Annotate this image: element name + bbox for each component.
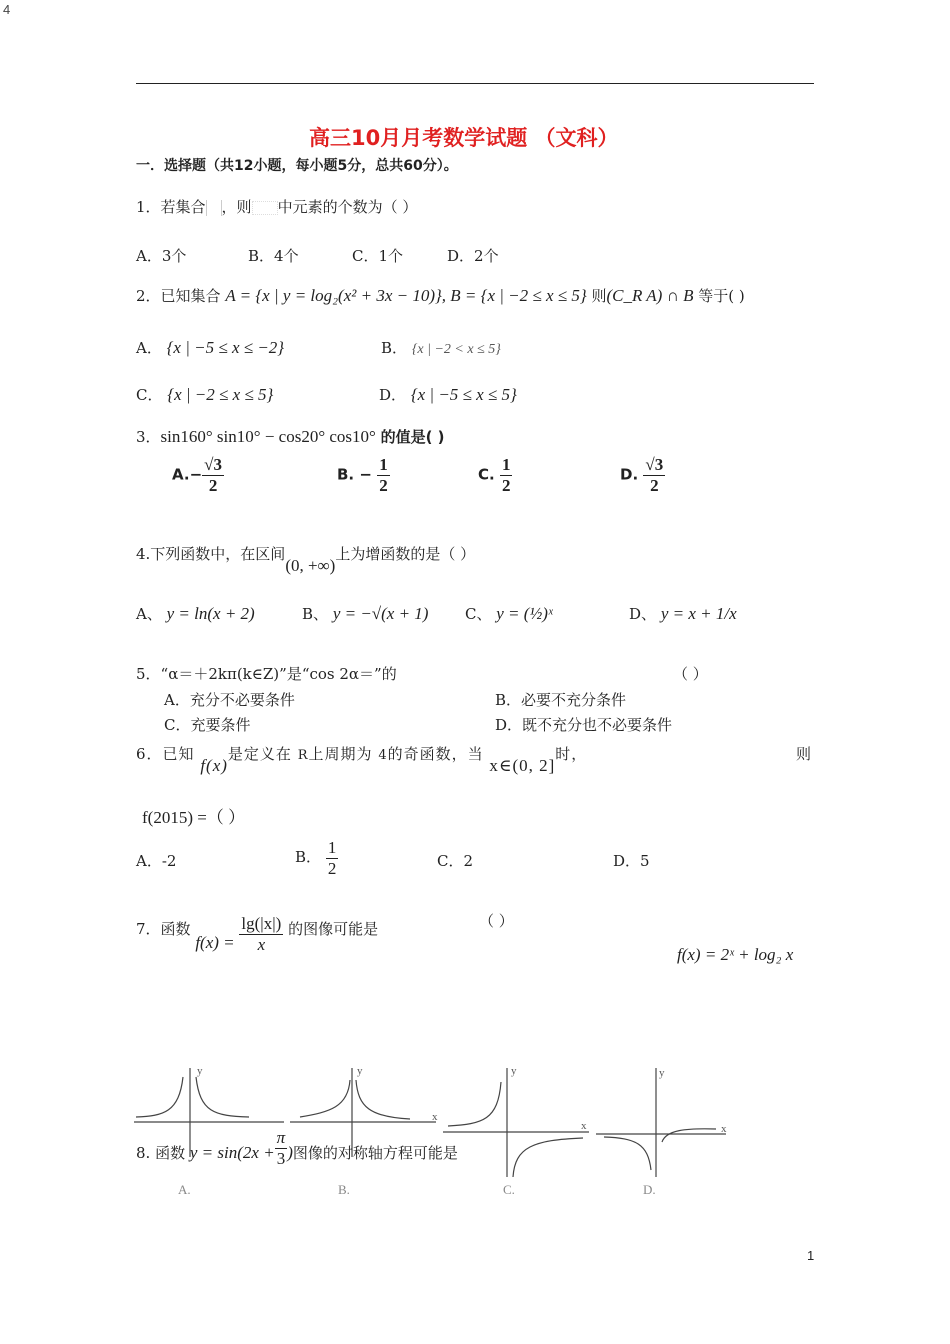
section-heading: 一．选择题（共12小题，每小题5分，总共60分）。	[136, 158, 458, 174]
q3-option-a-label: A.	[172, 465, 190, 484]
q2-option-d-label: D．	[379, 386, 407, 404]
q7-numerator: lg(|x|)	[241, 914, 282, 933]
question-7	[136, 910, 379, 954]
q1-text-a: 1．若集合	[136, 198, 206, 216]
q4-option-c-label: C、	[465, 605, 492, 623]
svg-text:x: x	[721, 1123, 727, 1135]
page-title: 高三10月月考数学试题 （文科）	[309, 126, 619, 150]
question-5: 5．“α＝＋2kπ(k∈Z)”是“cos 2α＝”的	[136, 665, 397, 683]
q3-option-b-sign: −	[359, 465, 372, 484]
q3-option-b-fraction	[377, 455, 390, 495]
q4-option-b-math: y = −√(x + 1)	[332, 604, 429, 623]
q3-option-b-label: B.	[337, 465, 355, 484]
q3-option-d-denominator: 2	[650, 475, 659, 495]
q5-option-c: C．充要条件	[164, 716, 251, 734]
q6-text-e: 时，	[555, 745, 588, 763]
q5-option-b: B．必要不充分条件	[495, 691, 627, 709]
q8-denominator: 3	[276, 1148, 286, 1168]
q3-expr: sin160° sin10° − cos20° cos10°	[160, 427, 376, 446]
q4-tail: 上为增函数的是（ ）	[335, 545, 476, 563]
q1-text-c: 中元素的个数为（ ）	[277, 198, 418, 216]
q1-option-a: A．3个	[136, 247, 187, 265]
question-6	[136, 743, 588, 775]
q6-option-a: A．-2	[136, 852, 177, 870]
q7-graph-a-label: A.	[178, 1182, 191, 1197]
q4-option-a-math: y = ln(x + 2)	[166, 604, 255, 623]
svg-text:x: x	[581, 1120, 587, 1132]
q3-option-d-numerator: √3	[645, 455, 664, 474]
q7-fraction	[239, 914, 283, 954]
q1-set-image	[206, 200, 222, 216]
q1-option-b: B．4个	[248, 247, 299, 265]
svg-text:y: y	[357, 1065, 363, 1077]
q6-text-a: 6．已知	[136, 745, 195, 763]
q2-option-b-label: B．	[381, 339, 408, 357]
question-1	[136, 196, 417, 217]
q2-tail: 等于( )	[698, 287, 745, 305]
q2-set-b: , B = {x | −2 ≤ x ≤ 5}	[441, 286, 587, 305]
q7-graph-d-label: D.	[643, 1182, 656, 1197]
q2-option-c	[136, 384, 273, 405]
q2-expr: (C_R A) ∩ B	[606, 286, 694, 305]
q7-graph-c	[443, 1062, 593, 1182]
q3-option-a	[172, 455, 224, 495]
q3-option-c-denominator: 2	[501, 475, 511, 495]
question-3	[136, 426, 445, 447]
q1-expr-image	[252, 201, 278, 215]
q7-stem: 7．函数	[136, 920, 191, 939]
q7-tail: 的图像可能是	[288, 920, 379, 939]
q6-text-d: 的奇函数，当	[387, 745, 484, 763]
question-2	[136, 285, 745, 306]
svg-text:y: y	[197, 1065, 203, 1077]
q2-option-b-math: {x | −2 < x ≤ 5}	[411, 342, 501, 357]
q3-option-a-numerator: √3	[204, 455, 223, 474]
q6-text-b: 是定义在	[227, 745, 292, 763]
q3-option-b	[337, 455, 390, 495]
q2-option-b	[381, 337, 501, 358]
q4-option-d	[629, 603, 737, 624]
svg-text:y: y	[511, 1065, 517, 1077]
q8-fraction	[275, 1128, 288, 1168]
q6-option-b-fraction	[326, 838, 339, 878]
q7-graph-d	[596, 1062, 731, 1182]
q2-stem: 2．已知集合	[136, 287, 221, 305]
q2-option-a-math: {x | −5 ≤ x ≤ −2}	[166, 338, 285, 357]
q1-text-b: ，则	[221, 198, 252, 216]
q3-option-c-label: C.	[478, 465, 495, 484]
q2-option-d-math: {x | −5 ≤ x ≤ 5}	[410, 385, 517, 404]
q1-option-c: C．1个	[352, 247, 404, 265]
q3-option-d-label: D.	[620, 465, 639, 484]
q3-tail: 的值是( )	[380, 428, 445, 446]
q6-cond: x∈(0, 2]	[489, 756, 556, 775]
q3-option-a-fraction	[202, 455, 224, 495]
q8-stem: 8. 函数	[136, 1144, 186, 1163]
q3-option-d-fraction	[643, 455, 665, 495]
q6-option-b	[295, 838, 338, 878]
question-4	[136, 543, 476, 575]
q4-option-d-math: y = x + 1/x	[660, 604, 737, 623]
q8-expr-a: y = sin(2x +	[189, 1143, 275, 1163]
q4-option-a	[136, 603, 255, 624]
q2-option-a-label: A．	[136, 339, 162, 357]
q5-paren: （ ）	[673, 665, 708, 683]
q3-option-a-sign: −	[189, 465, 203, 484]
q6-R: R	[297, 748, 309, 763]
q5-option-a: A．充分不必要条件	[164, 691, 295, 709]
q4-option-c-math: y = (½)ˣ	[496, 604, 553, 623]
q6-option-b-label: B．	[295, 848, 322, 867]
q6-fx: f(x)	[200, 756, 228, 775]
q8-tail: 图像的对称轴方程可能是	[292, 1144, 458, 1163]
q2-set-a: A = {x | y = log₂(x² + 3x − 10)}	[225, 286, 442, 305]
q7-graph-b-label: B.	[338, 1182, 350, 1197]
stray-formula: f(x) = 2ˣ + log₂ x	[677, 945, 794, 964]
corner-mark: 4	[3, 2, 11, 17]
q6-option-c: C．2	[437, 852, 474, 870]
q4-interval: (0, +∞)	[285, 556, 336, 575]
q7-denominator: x	[257, 934, 266, 954]
q2-option-c-math: {x | −2 ≤ x ≤ 5}	[167, 385, 274, 404]
header-rule	[136, 83, 814, 84]
q3-num: 3．	[136, 428, 161, 446]
q4-option-a-label: A、	[136, 605, 162, 623]
q3-option-c	[478, 455, 512, 495]
q1-option-d: D．2个	[447, 247, 499, 265]
q6-option-d: D．5	[613, 852, 650, 870]
q2-option-a	[136, 337, 284, 358]
q2-option-c-label: C．	[136, 386, 163, 404]
q2-then: 则	[591, 287, 607, 305]
q4-option-b	[302, 603, 428, 624]
q6-option-b-denominator: 2	[327, 858, 337, 878]
q2-option-d	[379, 384, 517, 405]
q3-option-b-denominator: 2	[379, 475, 388, 495]
page-number: 1	[807, 1248, 815, 1263]
q3-option-a-denominator: 2	[208, 475, 218, 495]
q8-expr-b: )	[287, 1143, 293, 1163]
q6-text-c: 上周期为	[308, 745, 373, 763]
q6-four: 4	[378, 748, 388, 763]
q6-line2: f(2015) =（ ）	[142, 808, 246, 827]
q4-stem: 4.下列函数中，在区间	[136, 545, 286, 563]
q6-option-b-numerator: 1	[327, 838, 337, 857]
q3-option-c-fraction	[500, 455, 513, 495]
q8-numerator: π	[276, 1128, 286, 1147]
q4-option-d-label: D、	[629, 605, 657, 623]
q6-text-f: 则	[796, 745, 812, 763]
q7-paren: （ ）	[479, 912, 514, 930]
q7-graph-c-label: C.	[503, 1182, 515, 1197]
q5-option-d: D．既不充分也不必要条件	[495, 716, 673, 734]
q3-option-d	[620, 455, 665, 495]
q7-lhs: f(x) =	[195, 933, 235, 953]
question-8	[136, 1128, 458, 1168]
q4-option-c	[465, 603, 553, 624]
svg-text:y: y	[659, 1067, 665, 1079]
q4-option-b-label: B、	[302, 605, 329, 623]
q3-option-b-numerator: 1	[379, 455, 388, 474]
svg-text:x: x	[432, 1111, 438, 1123]
q3-option-c-numerator: 1	[501, 455, 511, 474]
